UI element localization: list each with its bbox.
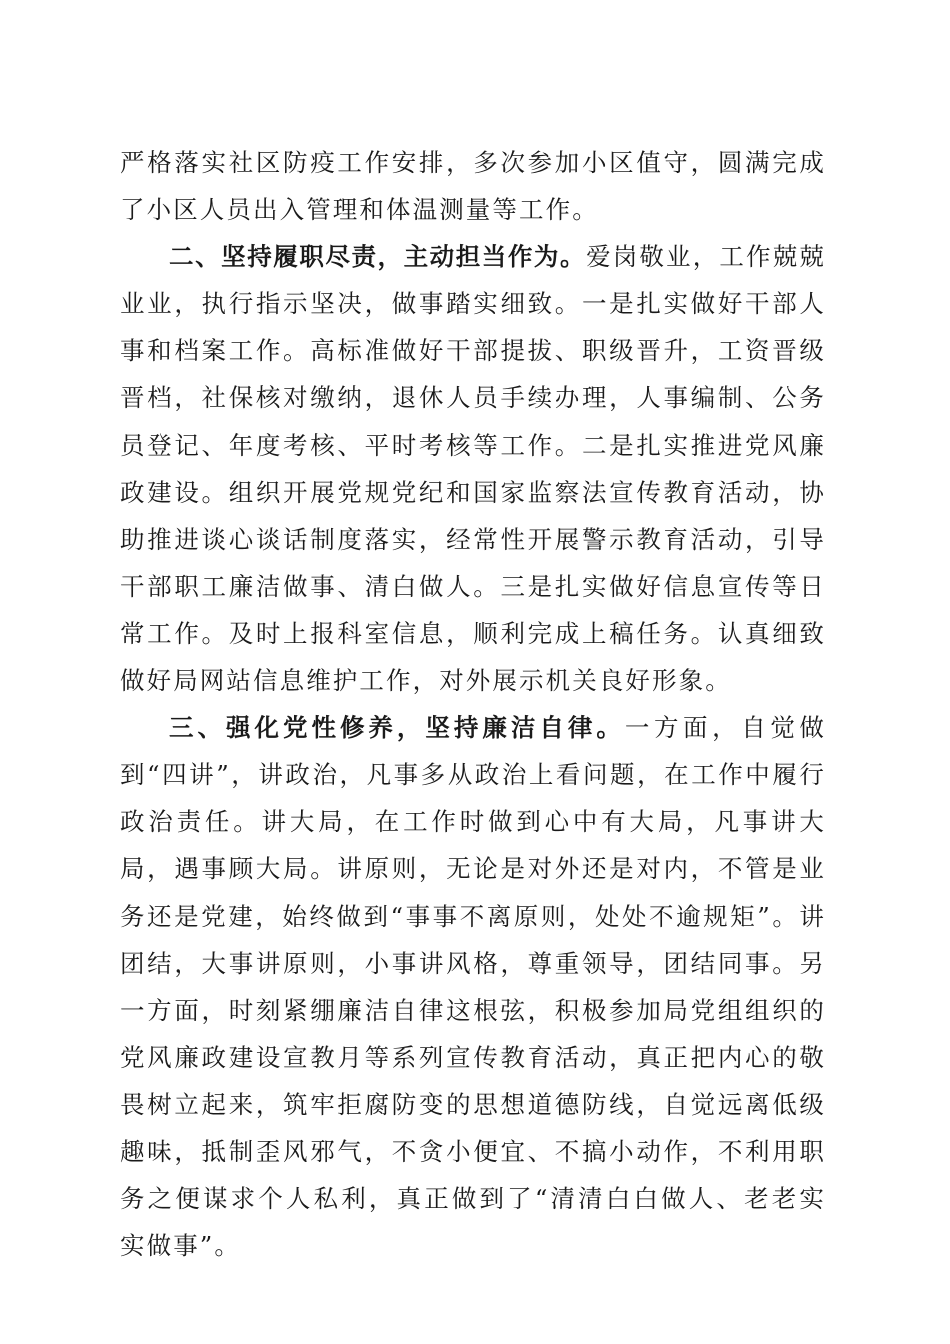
section-three-heading: 三、强化党性修养，坚持廉洁自律。 xyxy=(169,713,625,743)
section-two-heading: 二、坚持履职尽责，主动担当作为。 xyxy=(169,242,587,272)
paragraph-text: 爱岗敬业，工作兢兢业业，执行指示坚决，做事踏实细致。一是扎实做好干部人事和档案工作。高标准做好干部提拔、职级晋升，工资晋级晋档，社保核对缴纳，退休人员手续办理，人事编制、公务员登记、年度考核、平时考核等工作。二是扎实推进党风廉政建设。组织开展党规党纪和国家监察法宣传教育活动，协助推进谈心谈话制度落实，经常性开展警示教育活动，引导干部职工廉洁做事、清白做人。三是扎实做好信息宣传等日常工作。及时上报科室信息，顺利完成上稿任务。认真细致做好局网站信息维护工作，对外展示机关良好形象。 xyxy=(120,242,826,696)
paragraph-section-two xyxy=(120,233,826,704)
paragraph-continuation xyxy=(120,139,826,233)
document-body xyxy=(120,139,826,1269)
paragraph-text: 严格落实社区防疫工作安排，多次参加小区值守，圆满完成了小区人员出入管理和体温测量等工作。 xyxy=(120,148,826,225)
paragraph-section-three xyxy=(120,704,826,1269)
paragraph-text: 一方面，自觉做到“四讲”，讲政治，凡事多从政治上看问题，在工作中履行政治责任。讲大局，在工作时做到心中有大局，凡事讲大局，遇事顾大局。讲原则，无论是对外还是对内，不管是业务还是党建，始终做到“事事不离原则，处处不逾规矩”。讲团结，大事讲原则，小事讲风格，尊重领导，团结同事。另一方面，时刻紧绷廉洁自律这根弦，积极参加局党组组织的党风廉政建设宣教月等系列宣传教育活动，真正把内心的敬畏树立起来，筑牢拒腐防变的思想道德防线，自觉远离低级趣味，抵制歪风邪气，不贪小便宜、不搞小动作，不利用职务之便谋求个人私利，真正做到了“清清白白做人、老老实实做事”。 xyxy=(120,713,827,1261)
